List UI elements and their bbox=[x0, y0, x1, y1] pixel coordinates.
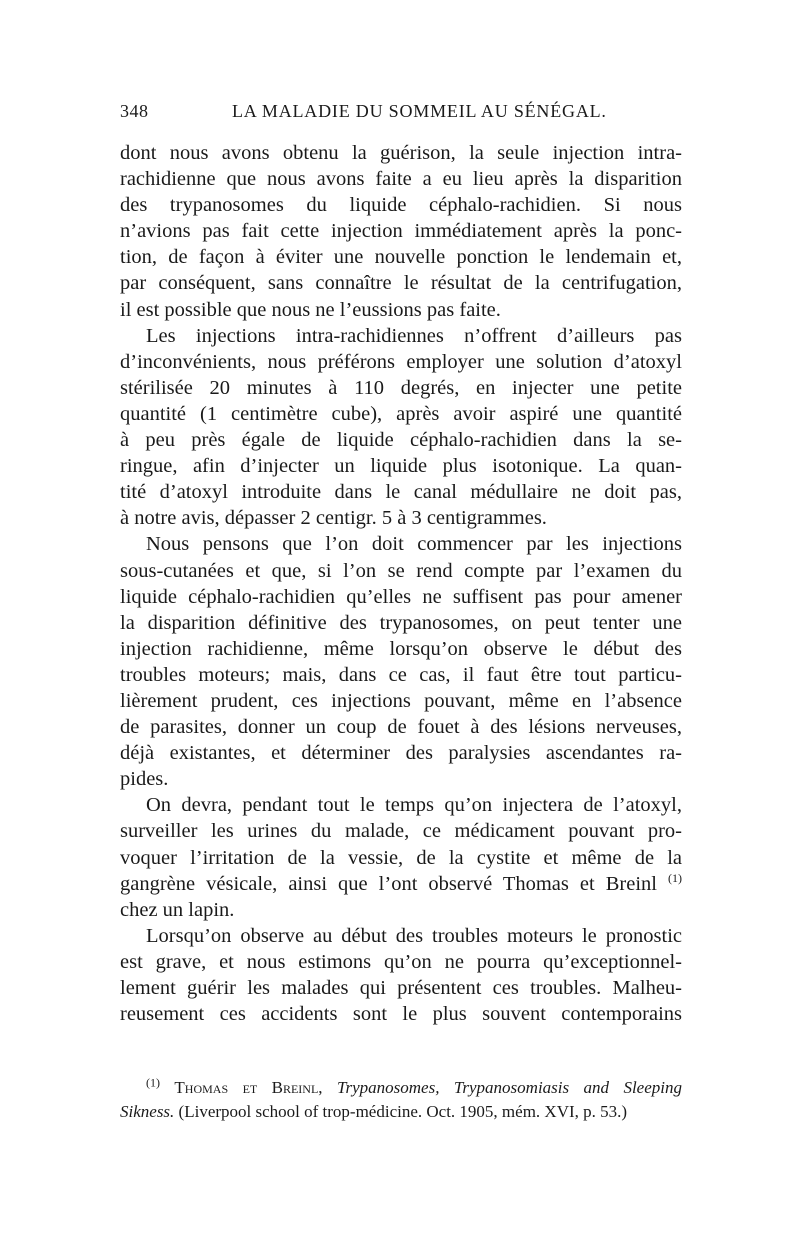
text-line: sous-cutanées et que, si l’on se rend compte par l’examen du bbox=[120, 559, 682, 582]
text-line: stérilisée 20 minutes à 110 degrés, en injecter une petite bbox=[120, 376, 682, 399]
footnote-ref[interactable]: (1) bbox=[668, 870, 682, 885]
text-line: liquide céphalo-rachidien qu’elles ne suffisent pas pour amener bbox=[120, 585, 682, 608]
text-line: voquer l’irritation de la vessie, de la cystite et même de la bbox=[120, 846, 682, 869]
text-line: chez un lapin. bbox=[120, 898, 235, 921]
text-line: est grave, et nous estimons qu’on ne pourra qu’exceptionnel- bbox=[120, 950, 682, 973]
footnote-details: (Liverpool school of trop-médicine. Oct. 1905, mém. XVI, p. 53.) bbox=[178, 1102, 628, 1121]
paragraph-3 bbox=[120, 531, 682, 792]
footnote-title-cont: Sikness. bbox=[120, 1102, 175, 1121]
text-line: surveiller les urines du malade, ce médicament pouvant pro- bbox=[120, 820, 682, 843]
footnote-line-2 bbox=[120, 1100, 682, 1124]
text-line: d’inconvénients, nous préférons employer une solution d’atoxyl bbox=[120, 350, 682, 373]
text-line: n’avions pas fait cette injection immédiatement après la ponc- bbox=[120, 220, 682, 243]
text-line: lement guérir les malades qui présentent ces troubles. Malheu- bbox=[120, 977, 682, 999]
paragraph-4 bbox=[120, 792, 682, 922]
text-line: On devra, pendant tout le temps qu’on injectera de l’atoxyl, bbox=[146, 794, 682, 817]
text-line: de parasites, donner un coup de fouet à des lésions nerveuses, bbox=[120, 716, 682, 739]
text-line: des trypanosomes du liquide céphalo-rachidien. Si nous bbox=[120, 194, 682, 217]
text-line: quantité (1 centimètre cube), après avoir aspiré une quantité bbox=[120, 402, 682, 425]
text-line: lièrement prudent, ces injections pouvant, même en l’absence bbox=[120, 689, 682, 712]
paragraph-1 bbox=[120, 140, 682, 323]
text-line: la disparition définitive des trypanosomes, on peut tenter une bbox=[120, 611, 682, 634]
footnote-authors: Thomas et Breinl, bbox=[174, 1078, 323, 1097]
text-line: il est possible que nous ne l’eussions pas faite. bbox=[120, 298, 501, 321]
text-line: Nous pensons que l’on doit commencer par les injections bbox=[146, 533, 682, 556]
body-text bbox=[120, 140, 682, 1027]
text-line: injection rachidienne, même lorsqu’on observe le début des bbox=[120, 637, 682, 660]
footnote-marker: (1) bbox=[146, 1075, 160, 1090]
text-line: troubles moteurs; mais, dans ce cas, il faut être tout particu- bbox=[120, 663, 682, 686]
text-line: ringue, afin d’injecter un liquide plus isotonique. La quan- bbox=[120, 455, 682, 478]
text-line: pides. bbox=[120, 768, 169, 791]
text-line-with-footnote-ref bbox=[120, 871, 682, 897]
paragraph-2 bbox=[120, 323, 682, 532]
text-line: tion, de façon à éviter une nouvelle ponction le lendemain et, bbox=[120, 246, 682, 269]
text-line: à peu près égale de liquide céphalo-rachidien dans la se- bbox=[120, 429, 682, 452]
text-line: tité d’atoxyl introduite dans le canal médullaire ne doit pas, bbox=[120, 481, 682, 504]
text-line: déjà existantes, et déterminer des paralysies ascendantes ra- bbox=[120, 742, 682, 765]
text-line: gangrène vésicale, ainsi que l’ont observé Thomas et Breinl bbox=[120, 872, 657, 895]
text-line: par conséquent, sans connaître le résultat de la centrifugation, bbox=[120, 272, 682, 295]
text-line: à notre avis, dépasser 2 centigr. 5 à 3 centigrammes. bbox=[120, 507, 547, 530]
page-number: 348 bbox=[120, 101, 149, 121]
running-title: LA MALADIE DU SOMMEIL AU SÉNÉGAL. bbox=[232, 101, 607, 121]
footnote bbox=[120, 1076, 682, 1124]
running-head bbox=[120, 101, 680, 127]
text-line: Lorsqu’on observe au début des troubles moteurs le pronostic bbox=[146, 924, 682, 947]
text-line: Les injections intra-rachidiennes n’offrent d’ailleurs pas bbox=[146, 324, 682, 347]
text-line: dont nous avons obtenu la guérison, la seule injection intra- bbox=[120, 142, 682, 164]
paragraph-5 bbox=[120, 923, 682, 1027]
footnote-title: Trypanosomes, Trypanosomiasis and Sleeping bbox=[336, 1078, 682, 1097]
text-line: reusement ces accidents sont le plus souvent contemporains bbox=[120, 1003, 682, 1026]
footnote-line-1 bbox=[120, 1076, 682, 1100]
text-line: rachidienne que nous avons faite a eu lieu après la disparition bbox=[120, 168, 682, 191]
